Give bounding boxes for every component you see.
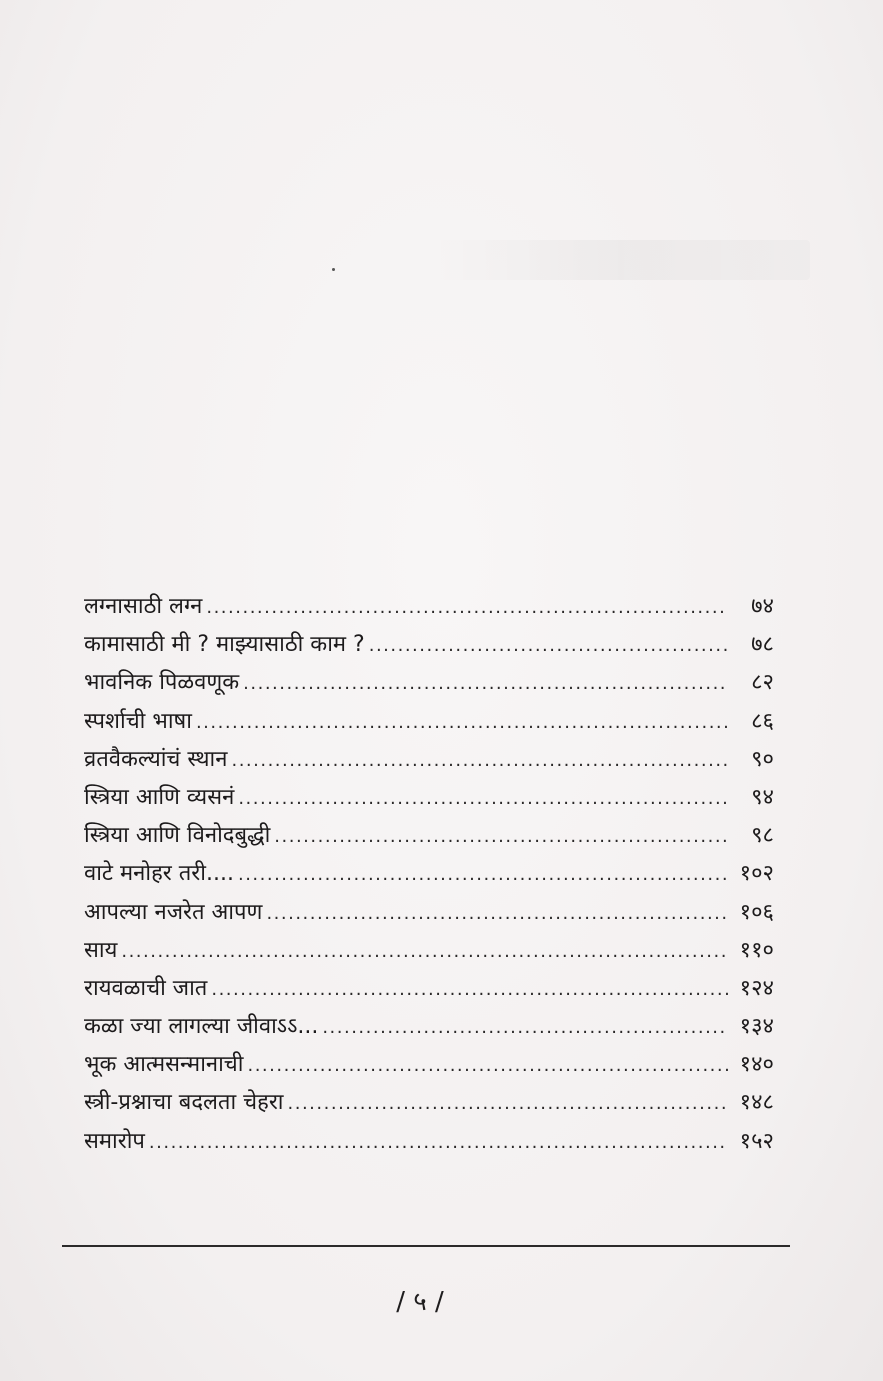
toc-dot-leader [274, 818, 728, 856]
toc-entry [84, 970, 774, 1008]
toc-entry [84, 1008, 774, 1046]
toc-entry-page: ७८ [751, 632, 774, 658]
toc-entry-page: ९४ [751, 784, 774, 810]
toc-dot-leader [238, 856, 728, 894]
toc-entry [84, 1084, 774, 1122]
toc-entry-title: आपल्या नजरेत आपण [84, 899, 263, 925]
toc-entry-title: कामासाठी मी ? माझ्यासाठी काम ? [84, 632, 365, 658]
toc-dot-leader [247, 1047, 728, 1085]
toc-entry-title: वाटे मनोहर तरी.... [84, 861, 234, 887]
toc-entry-title: स्त्रिया आणि व्यसनं [84, 784, 235, 810]
toc-dot-leader [266, 895, 728, 933]
footer-rule [62, 1245, 790, 1247]
toc-entry-page: ९० [751, 746, 774, 772]
toc-entry-title: स्त्रिया आणि विनोदबुद्धी [84, 823, 271, 849]
toc-entry [84, 932, 774, 970]
toc-entry-title: भूक आत्मसन्मानाची [84, 1052, 244, 1078]
toc-entry-page: ७४ [751, 594, 774, 619]
toc-entry-page: ९८ [751, 823, 774, 849]
toc-entry-page: ८२ [751, 670, 774, 696]
table-of-contents [84, 588, 774, 1161]
toc-entry [84, 855, 774, 893]
ink-speck [332, 268, 335, 271]
toc-entry-page: १०६ [739, 899, 774, 925]
toc-dot-leader [322, 1009, 728, 1047]
toc-dot-leader [238, 780, 728, 818]
toc-entry [84, 703, 774, 741]
toc-entry [84, 779, 774, 817]
toc-dot-leader [196, 704, 728, 742]
toc-entry [84, 626, 774, 664]
toc-entry [84, 741, 774, 779]
toc-entry-page: १०२ [739, 861, 774, 887]
toc-entry [84, 664, 774, 702]
toc-dot-leader [231, 742, 728, 780]
toc-entry-page: १३४ [739, 1014, 774, 1040]
toc-entry-title: कळा ज्या लागल्या जीवाऽऽ... [84, 1014, 319, 1040]
toc-entry [84, 1123, 774, 1161]
toc-dot-leader [149, 1124, 728, 1162]
toc-entry [84, 817, 774, 855]
toc-dot-leader [288, 1085, 728, 1123]
page-number: / ५ / [396, 1287, 444, 1317]
toc-entry-title: भावनिक पिळवणूक [84, 670, 240, 696]
toc-entry-title: स्पर्शाची भाषा [84, 708, 192, 734]
toc-dot-leader [121, 933, 728, 971]
toc-dot-leader [369, 627, 728, 665]
toc-entry-title: स्त्री-प्रश्नाचा बदलता चेहरा [84, 1090, 284, 1116]
toc-entry-page: १५२ [739, 1128, 774, 1154]
toc-entry [84, 588, 774, 626]
toc-entry-page: १४० [739, 1052, 774, 1078]
toc-dot-leader [206, 589, 728, 627]
show-through-heading [430, 240, 810, 280]
toc-entry-title: व्रतवैकल्यांचं स्थान [84, 746, 228, 772]
toc-entry-title: साय [84, 937, 118, 963]
toc-entry-page: १२४ [739, 975, 774, 1001]
toc-entry-title: लग्नासाठी लग्न [84, 594, 203, 619]
toc-dot-leader [243, 665, 728, 703]
toc-entry-page: १४८ [739, 1090, 774, 1116]
toc-entry [84, 894, 774, 932]
toc-entry-page: ८६ [751, 708, 774, 734]
toc-entry-title: समारोप [84, 1128, 145, 1154]
toc-entry-page: ११० [739, 937, 774, 963]
toc-entry [84, 1046, 774, 1084]
toc-entry-title: रायवळाची जात [84, 975, 208, 1001]
toc-dot-leader [211, 971, 728, 1009]
